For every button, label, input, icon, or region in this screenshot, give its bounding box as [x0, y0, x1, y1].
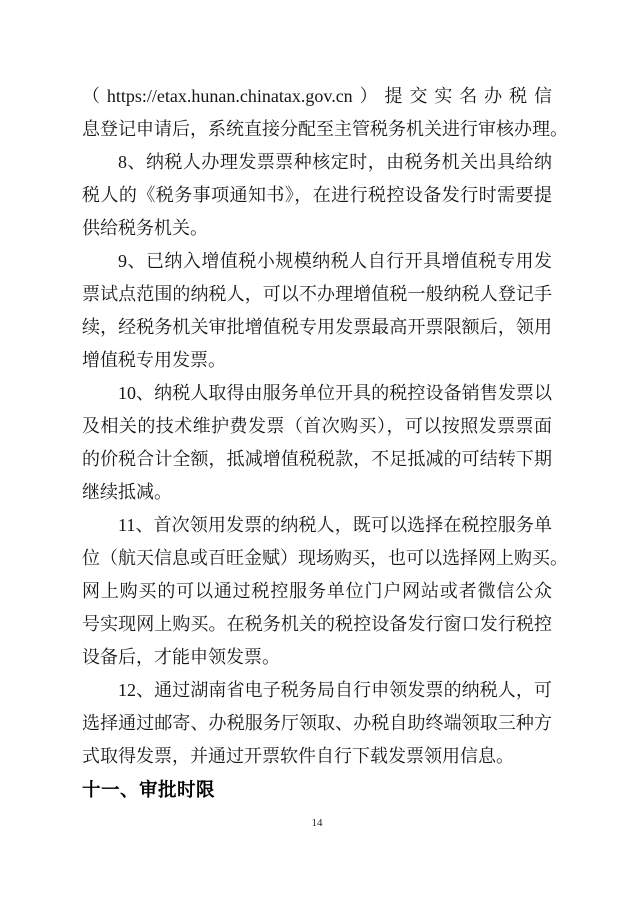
text-line: 式取得发票，并通过开票软件自行下载发票领用信息。: [82, 746, 514, 766]
text-line: 号实现网上购买。在税务机关的税控设备发行窗口发行税控: [82, 614, 552, 634]
text-line: 网上购买的可以通过税控服务单位门户网站或者微信公众: [82, 581, 552, 601]
paragraph: [82, 245, 552, 377]
paragraph: [82, 146, 552, 245]
text-line: （https://etax.hunan.chinatax.gov.cn）提交实名办税信: [82, 86, 552, 106]
text-line: 8、纳税人办理发票票种核定时，由税务机关出具给纳: [118, 152, 552, 172]
text-line: 选择通过邮寄、办税服务厅领取、办税自助终端领取三种方: [82, 713, 552, 733]
paragraph: [82, 377, 552, 509]
document-body: [82, 80, 568, 773]
text-line: 息登记申请后，系统直接分配至主管税务机关进行审核办理。: [82, 119, 568, 139]
text-line: 9、已纳入增值税小规模纳税人自行开具增值税专用发: [118, 251, 552, 271]
text-line: 11、首次领用发票的纳税人，既可以选择在税控服务单: [118, 515, 552, 535]
paragraph: [82, 509, 568, 674]
text-line: 的价税合计全额，抵减增值税税款，不足抵减的可结转下期: [82, 449, 552, 469]
text-line: 增值税专用发票。: [82, 350, 226, 370]
text-line: 12、通过湖南省电子税务局自行申领发票的纳税人，可: [118, 680, 552, 700]
text-line: 10、纳税人取得由服务单位开具的税控设备销售发票以: [118, 383, 552, 403]
paragraph: [82, 80, 568, 146]
text-line: 税人的《税务事项通知书》，在进行税控设备发行时需要提: [82, 185, 552, 205]
text-line: 继续抵减。: [82, 482, 172, 502]
text-line: 位（航天信息或百旺金赋）现场购买，也可以选择网上购买。: [82, 548, 568, 568]
page-number: 14: [311, 817, 323, 829]
text-line: 及相关的技术维护费发票（首次购买），可以按照发票票面: [82, 416, 552, 436]
text-line: 设备后，才能申领发票。: [82, 647, 280, 667]
text-line: 续，经税务机关审批增值税专用发票最高开票限额后，领用: [82, 317, 552, 337]
section-heading: 十一、审批时限: [82, 779, 216, 800]
text-line: 票试点范围的纳税人，可以不办理增值税一般纳税人登记手: [82, 284, 552, 304]
text-line: 供给税务机关。: [82, 218, 208, 238]
paragraph: [82, 674, 552, 773]
